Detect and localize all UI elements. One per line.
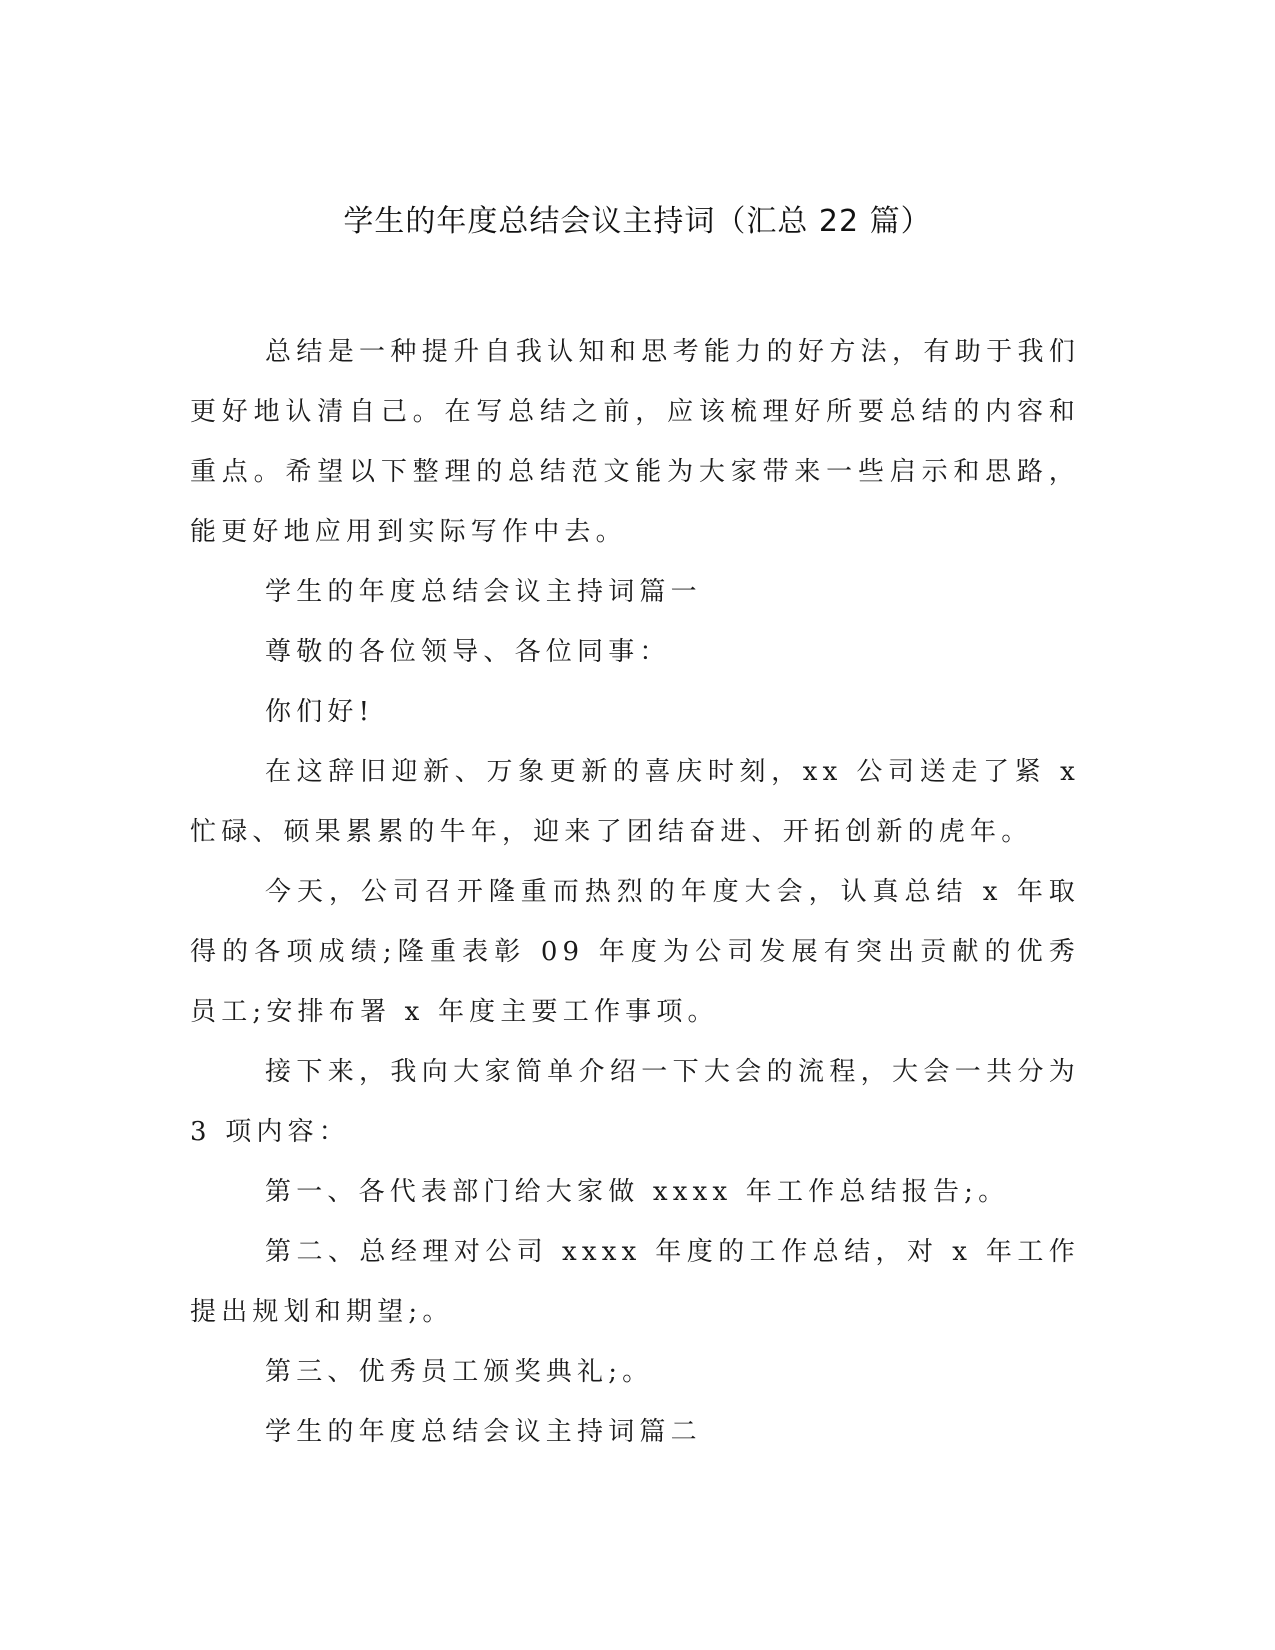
agenda-item-2: 第二、总经理对公司 xxxx 年度的工作总结，对 x 年工作提出规划和期望;。 [190,1237,1080,1327]
agenda-item-1: 第一、各代表部门给大家做 xxxx 年工作总结报告;。 [265,1177,1010,1207]
body-paragraph: 在这辞旧迎新、万象更新的喜庆时刻，xx 公司送走了紧 x 忙碌、硕果累累的牛年，迎来了团结奋进、开拓创新的虎年。 [190,757,1080,847]
section-heading-1: 学生的年度总结会议主持词篇一 [265,577,702,607]
document-body [190,322,1080,1462]
intro-paragraph: 总结是一种提升自我认知和思考能力的好方法，有助于我们更好地认清自己。在写总结之前，应该梳理好所要总结的内容和重点。希望以下整理的总结范文能为大家带来一些启示和思路，能更好地应用到实际写作中去。 [190,337,1080,547]
body-paragraph: 接下来，我向大家简单介绍一下大会的流程，大会一共分为 3 项内容： [190,1057,1080,1147]
greeting: 你们好! [265,697,375,727]
agenda-item-3: 第三、优秀员工颁奖典礼;。 [265,1357,654,1387]
document-title: 学生的年度总结会议主持词（汇总 22 篇） [343,204,932,239]
salutation: 尊敬的各位领导、各位同事： [265,637,671,667]
section-heading-2: 学生的年度总结会议主持词篇二 [265,1417,702,1447]
body-paragraph: 今天，公司召开隆重而热烈的年度大会，认真总结 x 年取得的各项成绩;隆重表彰 09 年度为公司发展有突出贡献的优秀员工;安排布署 x 年度主要工作事项。 [190,877,1080,1027]
